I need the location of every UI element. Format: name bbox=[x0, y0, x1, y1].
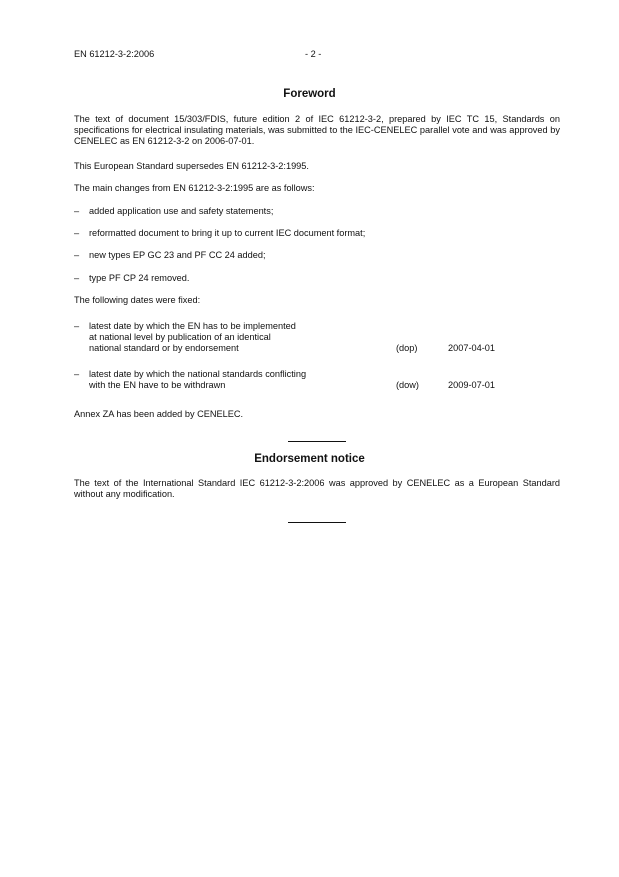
section-divider bbox=[288, 441, 346, 442]
date-code: (dow) bbox=[396, 380, 419, 390]
list-item: type PF CP 24 removed. bbox=[89, 273, 190, 283]
date-item-description bbox=[89, 369, 306, 391]
document-id: EN 61212-3-2:2006 bbox=[74, 49, 155, 59]
date-item-line: latest date by which the EN has to be implemented bbox=[89, 321, 296, 331]
date-item-line: at national level by publication of an identical bbox=[89, 332, 271, 342]
list-bullet: – bbox=[74, 206, 80, 216]
list-item: new types EP GC 23 and PF CC 24 added; bbox=[89, 250, 266, 260]
date-item-line: latest date by which the national standards conflicting bbox=[89, 369, 307, 379]
list-bullet: – bbox=[74, 321, 80, 331]
list-bullet: – bbox=[74, 250, 80, 260]
date-value: 2009-07-01 bbox=[448, 380, 495, 390]
date-code: (dop) bbox=[396, 343, 418, 353]
page-number: - 2 - bbox=[305, 49, 322, 59]
date-item-description bbox=[89, 321, 296, 354]
list-bullet: – bbox=[74, 228, 80, 238]
endorsement-text: The text of the International Standard IEC 61212-3-2:2006 was approved by CENELEC as a European Standard without any modification. bbox=[74, 478, 560, 499]
date-item-line: with the EN have to be withdrawn bbox=[89, 380, 226, 390]
foreword-title: Foreword bbox=[283, 88, 336, 100]
list-bullet: – bbox=[74, 369, 80, 379]
list-item: added application use and safety statements; bbox=[89, 206, 274, 216]
annex-note: Annex ZA has been added by CENELEC. bbox=[74, 409, 244, 419]
list-item: reformatted document to bring it up to current IEC document format; bbox=[89, 228, 366, 238]
date-value: 2007-04-01 bbox=[448, 343, 495, 353]
endorsement-title: Endorsement notice bbox=[254, 453, 365, 465]
supersedes-text: This European Standard supersedes EN 61212-3-2:1995. bbox=[74, 161, 309, 171]
list-bullet: – bbox=[74, 273, 80, 283]
date-item-line: national standard or by endorsement bbox=[89, 343, 239, 353]
section-divider bbox=[288, 522, 346, 523]
dates-intro: The following dates were fixed: bbox=[74, 295, 201, 305]
changes-intro: The main changes from EN 61212-3-2:1995 are as follows: bbox=[74, 183, 315, 193]
foreword-intro: The text of document 15/303/FDIS, future edition 2 of IEC 61212-3-2, prepared by IEC TC 15, Standards on specifications for electrical insulating materials, was submitted to the IEC-CENELEC parallel vote and was approved by CENELEC as EN 61212-3-2 on 2006-07-01. bbox=[74, 114, 560, 146]
